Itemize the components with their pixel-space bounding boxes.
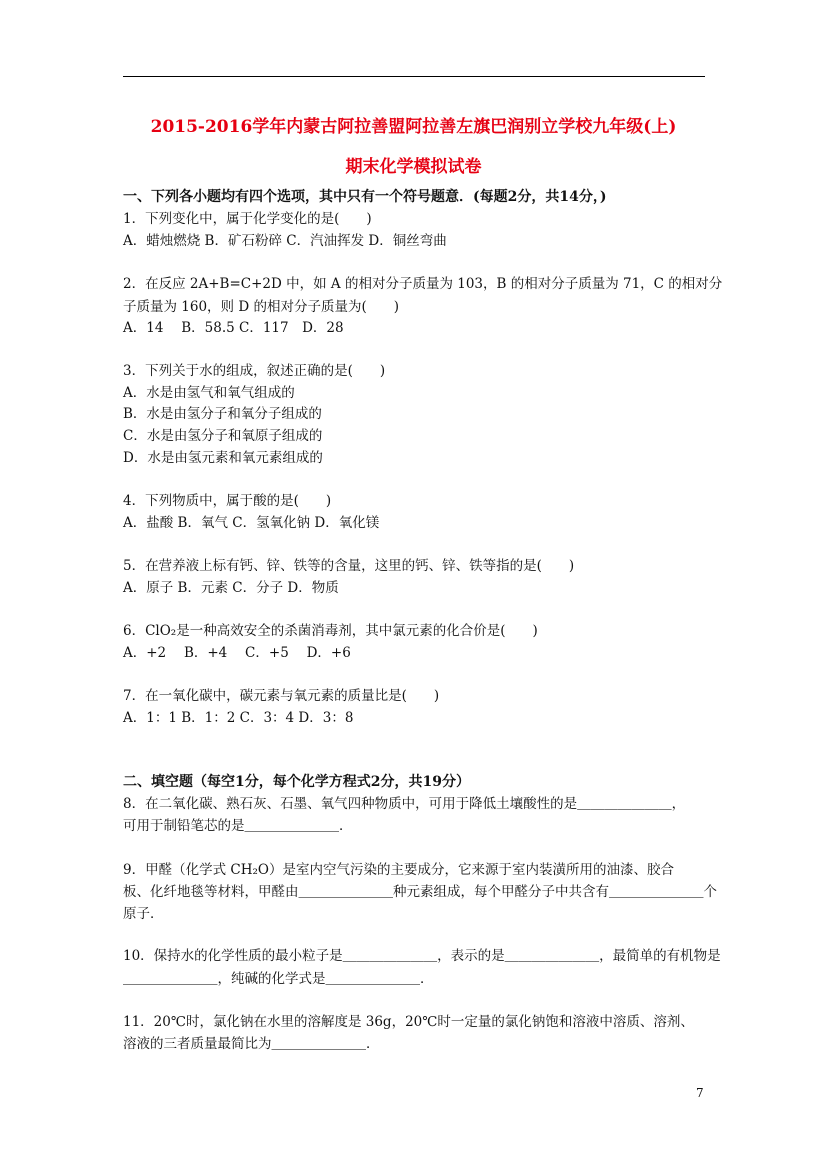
- section-1-heading: 一、下列各小题均有四个选项，其中只有一个符号题意．(每题2分，共14分，): [123, 189, 607, 205]
- question-6: 6．ClO₂是一种高效安全的杀菌消毒剂，其中氯元素的化合价是( ): [123, 623, 538, 639]
- question-7-options: A．1：1 B．1：2 C．3：4 D．3：8: [123, 710, 354, 726]
- section-2-heading: 二、填空题（每空1分，每个化学方程式2分，共19分）: [123, 774, 470, 790]
- exam-title: 2015-2016学年内蒙古阿拉善盟阿拉善左旗巴润别立学校九年级(上): [150, 117, 677, 137]
- question-1-options: A．蜡烛燃烧 B．矿石粉碎 C．汽油挥发 D．铜丝弯曲: [123, 233, 447, 249]
- question-8-cont: 可用于制铅笔芯的是＿＿＿＿＿＿＿．: [123, 818, 353, 834]
- question-5-options: A．原子 B．元素 C．分子 D．物质: [123, 580, 339, 596]
- question-10: 10．保持水的化学性质的最小粒子是＿＿＿＿＿＿＿，表示的是＿＿＿＿＿＿＿，最简单的有机物是: [123, 948, 721, 964]
- question-4-options: A．盐酸 B．氧气 C．氢氧化钠 D．氧化镁: [123, 515, 380, 531]
- page-number: 7: [696, 1086, 704, 1100]
- question-1: 1．下列变化中，属于化学变化的是( ): [123, 211, 372, 227]
- question-9-end: 原子．: [123, 906, 164, 922]
- question-4: 4．下列物质中，属于酸的是( ): [123, 493, 332, 509]
- exam-subtitle: 期末化学模拟试卷: [345, 157, 482, 177]
- question-9-cont: 板、化纤地毯等材料，甲醛由＿＿＿＿＿＿＿种元素组成，每个甲醛分子中共含有＿＿＿＿＿＿＿个: [123, 884, 717, 900]
- question-6-options: A．+2 B．+4 C．+5 D．+6: [123, 645, 351, 661]
- question-5: 5．在营养液上标有钙、锌、铁等的含量，这里的钙、锌、铁等指的是( ): [123, 558, 575, 574]
- question-9: 9．甲醛（化学式 CH₂O）是室内空气污染的主要成分，它来源于室内装潢所用的油漆、胶合: [123, 862, 674, 878]
- header-rule: [123, 76, 705, 77]
- question-3-option-d: D．水是由氢元素和氧元素组成的: [123, 450, 323, 466]
- question-2-options: A．14 B．58.5 C．117 D．28: [123, 320, 344, 336]
- question-11: 11．20℃时，氯化钠在水里的溶解度是 36g，20℃时一定量的氯化钠饱和溶液中溶质、溶剂、: [123, 1014, 694, 1030]
- question-3: 3．下列关于水的组成，叙述正确的是( ): [123, 363, 386, 379]
- question-11-cont: 溶液的三者质量最简比为＿＿＿＿＿＿＿．: [123, 1036, 380, 1052]
- question-7: 7．在一氧化碳中，碳元素与氧元素的质量比是( ): [123, 688, 440, 704]
- question-2-cont: 子质量为 160，则 D 的相对分子质量为( ): [123, 299, 399, 315]
- question-3-option-b: B．水是由氢分子和氧分子组成的: [123, 406, 322, 422]
- question-8: 8．在二氧化碳、熟石灰、石墨、氧气四种物质中，可用于降低土壤酸性的是＿＿＿＿＿＿＿，: [123, 796, 686, 812]
- question-10-cont: ＿＿＿＿＿＿＿，纯碱的化学式是＿＿＿＿＿＿＿．: [123, 971, 434, 987]
- question-3-option-a: A．水是由氢气和氧气组成的: [123, 385, 295, 401]
- question-3-option-c: C．水是由氢分子和氧原子组成的: [123, 428, 323, 444]
- question-2: 2．在反应 2A+B=C+2D 中，如 A 的相对分子质量为 103，B 的相对分子质量为 71，C 的相对分: [123, 276, 723, 292]
